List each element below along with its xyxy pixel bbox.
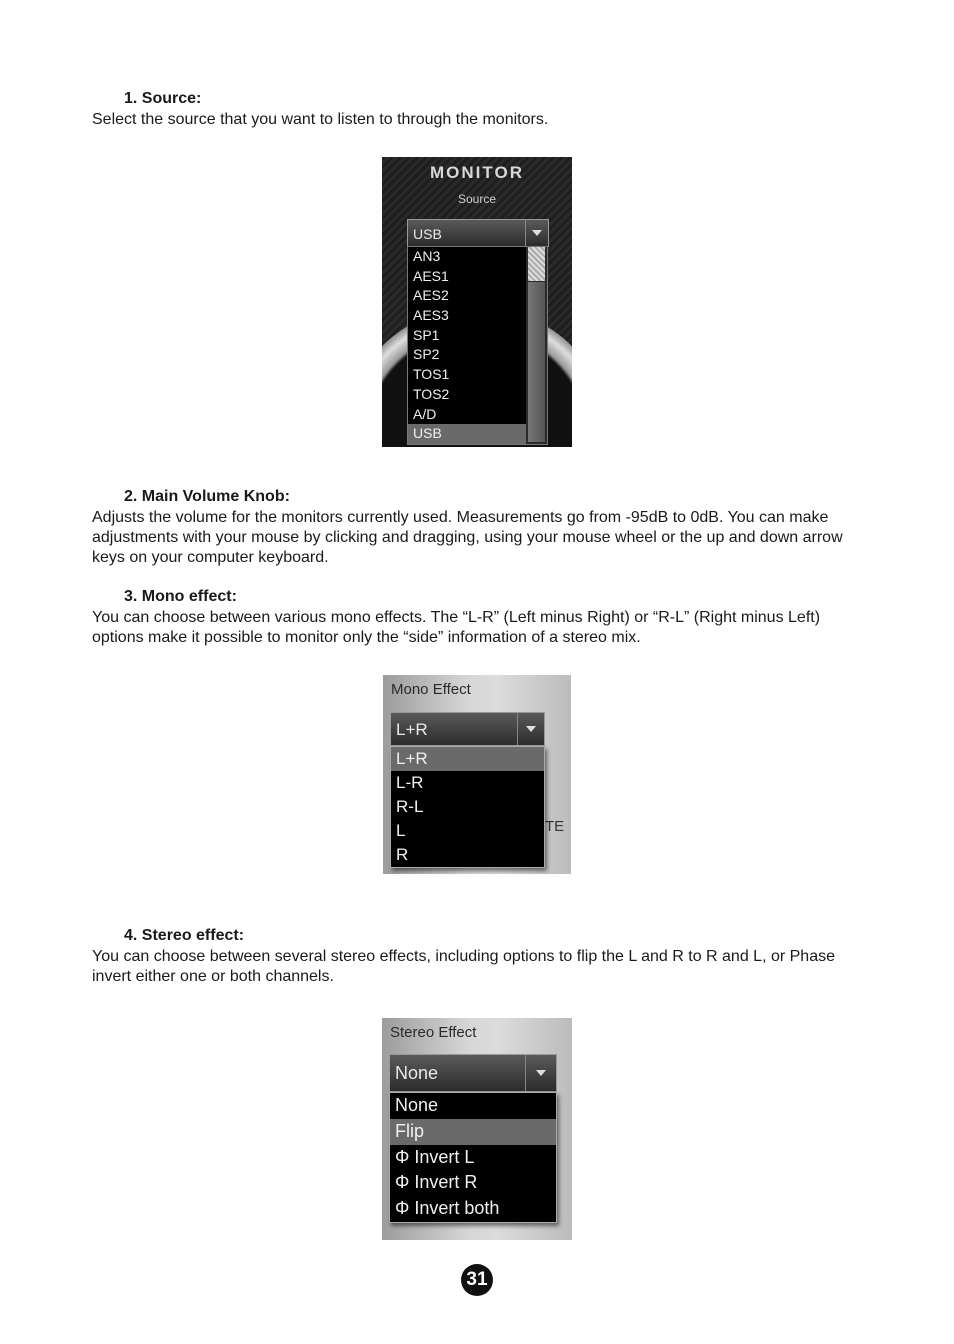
stereo-effect-label: Stereo Effect — [390, 1024, 477, 1041]
stereo-option-flip[interactable]: Flip — [390, 1119, 556, 1145]
source-option-tos1[interactable]: TOS1 — [413, 366, 450, 383]
source-option-tos2[interactable]: TOS2 — [413, 385, 450, 402]
source-label: Source — [457, 192, 497, 206]
stereo-effect-dropdown[interactable] — [389, 1054, 557, 1092]
stereo-option-invert-l[interactable]: Φ Invert L — [395, 1146, 475, 1167]
partial-label-text: TE — [545, 818, 565, 835]
source-option-ad[interactable]: A/D — [413, 405, 437, 422]
source-dropdown[interactable] — [407, 219, 549, 247]
source-description: Select the source that you want to listen to through the monitors. — [92, 111, 549, 128]
mono-option-lpr[interactable]: L+R — [391, 747, 544, 771]
volume-description: Adjusts the volume for the monitors currently used. Measurements go from -95dB to 0dB. You can make adjustments with your mouse by clicking and dragging, using your mouse wheel or the up and down arrow keys on your computer keyboard. — [92, 509, 843, 566]
stereo-option-invert-both[interactable]: Φ Invert both — [395, 1198, 500, 1219]
source-selected-value: USB — [413, 226, 442, 242]
chevron-down-icon[interactable] — [525, 220, 548, 246]
stereo-options-list[interactable] — [389, 1092, 557, 1223]
mono-options-list[interactable] — [390, 746, 545, 868]
page-number: 31 — [461, 1264, 493, 1296]
source-option-an3[interactable]: AN3 — [413, 248, 441, 264]
source-option-aes3[interactable]: AES3 — [413, 307, 449, 324]
source-option-aes1[interactable]: AES1 — [413, 267, 449, 284]
source-heading: 1. Source: — [124, 90, 202, 107]
source-option-sp1[interactable]: SP1 — [413, 326, 440, 343]
stereo-option-none[interactable]: None — [395, 1095, 439, 1115]
mono-description: You can choose between various mono effects. The “L-R” (Left minus Right) or “R-L” (Right minus Left) options make it possible to monitor only the “side” information of a stereo mix. — [92, 609, 821, 646]
chevron-down-icon[interactable] — [517, 713, 544, 745]
stereo-description: You can choose between several stereo effects, including options to flip the L and R to R and L, or Phase invert either one or both channels. — [92, 948, 835, 985]
mono-option-lmr[interactable]: L-R — [396, 773, 424, 792]
mono-option-l[interactable]: L — [396, 821, 406, 840]
stereo-selected-value: None — [395, 1063, 439, 1083]
stereo-option-invert-r[interactable]: Φ Invert R — [395, 1172, 478, 1193]
volume-heading: 2. Main Volume Knob: — [124, 488, 290, 505]
source-option-aes2[interactable]: AES2 — [413, 287, 449, 304]
stereo-heading: 4. Stereo effect: — [124, 927, 245, 944]
mono-effect-dropdown[interactable] — [390, 712, 545, 746]
mono-effect-label: Mono Effect — [391, 681, 471, 698]
monitor-title: MONITOR — [430, 163, 524, 182]
source-option-sp2[interactable]: SP2 — [413, 346, 440, 363]
mono-option-r[interactable]: R — [396, 845, 409, 864]
source-option-usb[interactable]: USB — [408, 424, 526, 444]
chevron-down-icon[interactable] — [525, 1055, 556, 1091]
source-options-list[interactable] — [407, 246, 548, 445]
source-scrollbar[interactable] — [526, 247, 547, 444]
scrollbar-thumb[interactable] — [528, 282, 545, 442]
scrollbar-track-top — [528, 247, 545, 281]
mono-option-rml[interactable]: R-L — [396, 797, 424, 816]
mono-selected-value: L+R — [396, 720, 428, 739]
mono-heading: 3. Mono effect: — [124, 588, 237, 605]
